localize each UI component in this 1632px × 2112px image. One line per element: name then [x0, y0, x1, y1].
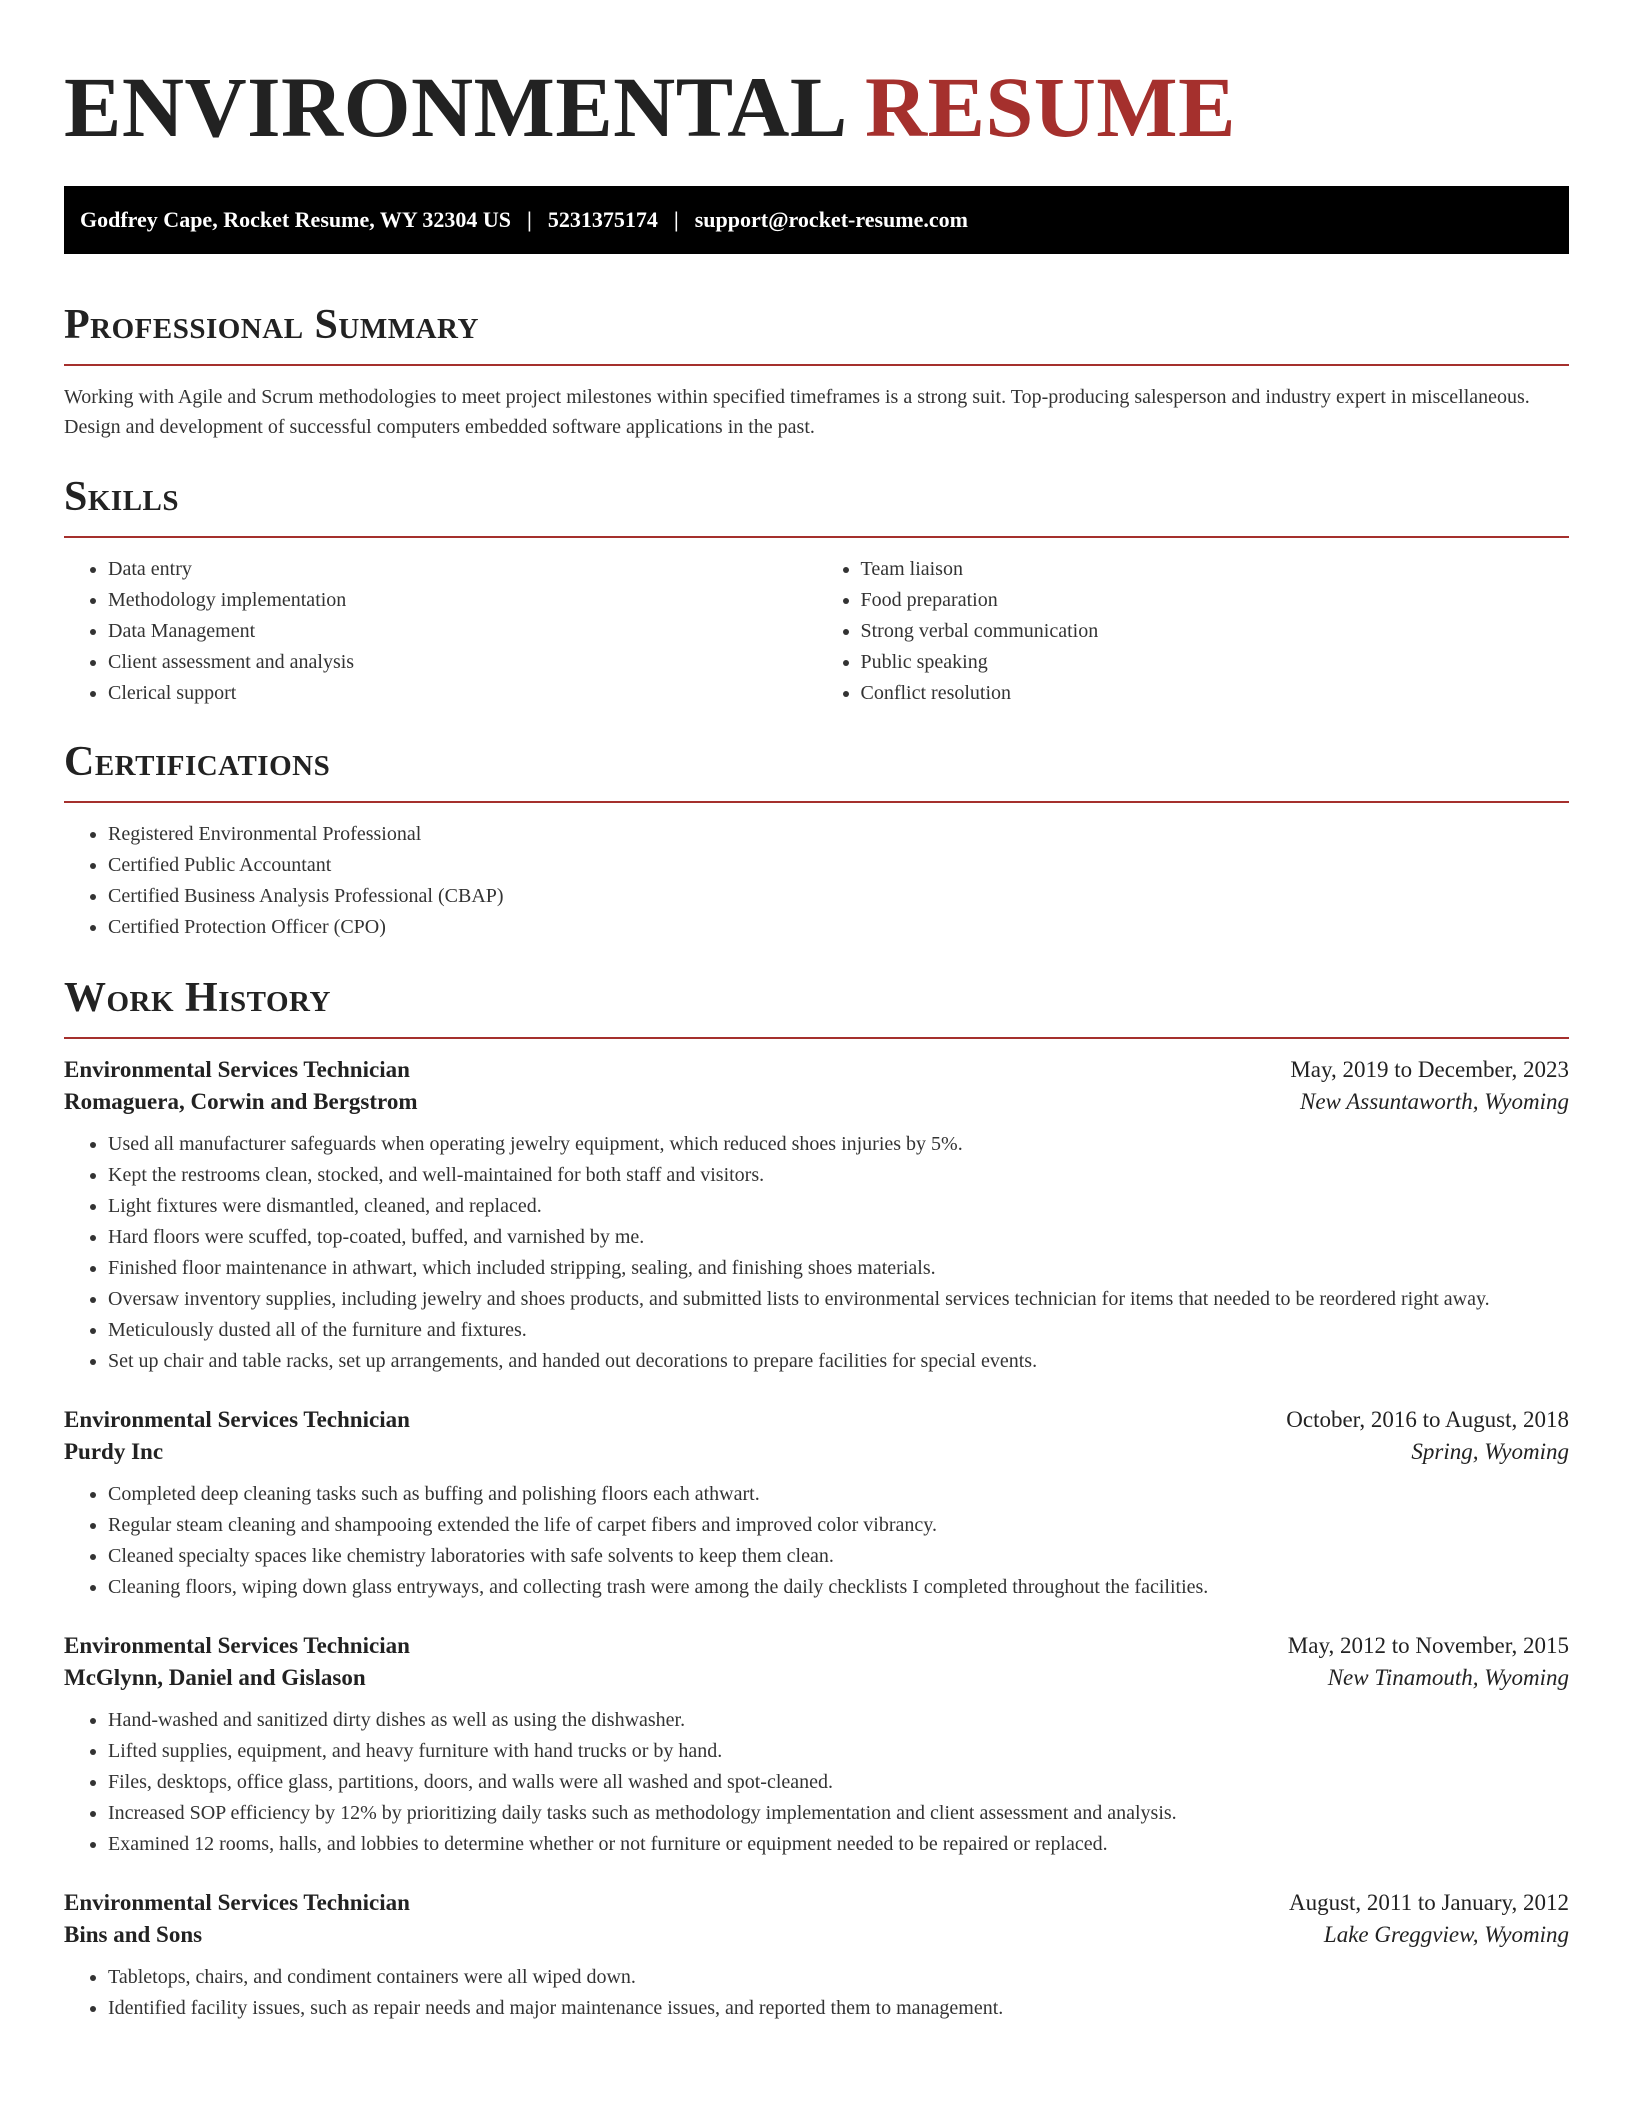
list-item: • Certified Business Analysis Professional (CBAP): [108, 881, 1569, 912]
job-company-row: [64, 1665, 1569, 1691]
list-item: • Identified facility issues, such as repair needs and major maintenance issues, and reported them to management.: [108, 1993, 1569, 2024]
list-item: • Food preparation: [861, 585, 1570, 616]
list-item: • Completed deep cleaning tasks such as buffing and polishing floors each athwart.: [108, 1479, 1569, 1510]
section-divider: [64, 364, 1569, 366]
job-bullets: [64, 1705, 1569, 1860]
section-divider: [64, 801, 1569, 803]
list-item: • Cleaning floors, wiping down glass entryways, and collecting trash were among the daily checklists I completed throughout the facilities.: [108, 1572, 1569, 1603]
list-item: • Finished floor maintenance in athwart, which included stripping, sealing, and finishing shoes materials.: [108, 1253, 1569, 1284]
skills-section: [64, 476, 1569, 709]
list-item: • Strong verbal communication: [861, 616, 1570, 647]
list-item: • Clerical support: [108, 678, 817, 709]
list-item: • Hard floors were scuffed, top-coated, buffed, and varnished by me.: [108, 1222, 1569, 1253]
job-entry: [64, 1407, 1569, 1603]
list-item: • Files, desktops, office glass, partitions, doors, and walls were all washed and spot-cleaned.: [108, 1767, 1569, 1798]
certifications-list: [64, 819, 1569, 943]
list-item: • Data Management: [108, 616, 817, 647]
job-dates: May, 2012 to November, 2015: [1287, 1633, 1569, 1658]
list-item: • Cleaned specialty spaces like chemistry laboratories with safe solvents to keep them clean.: [108, 1541, 1569, 1572]
title-accent: RESUME: [865, 59, 1236, 155]
contact-separator: |: [527, 207, 532, 232]
list-item: • Tabletops, chairs, and condiment containers were all wiped down.: [108, 1962, 1569, 1993]
job-bullets: [64, 1962, 1569, 2024]
summary-heading: Professional Summary: [64, 302, 479, 348]
job-dates: May, 2019 to December, 2023: [1290, 1057, 1569, 1082]
certifications-heading: Certifications: [64, 739, 331, 785]
summary-section: [64, 304, 1569, 442]
list-item: • Set up chair and table racks, set up arrangements, and handed out decorations to prepare facilities for special events.: [108, 1346, 1569, 1377]
contact-email: support@rocket-resume.com: [694, 207, 968, 232]
contact-bar: [64, 186, 1569, 254]
job-title: Environmental Services Technician: [64, 1407, 410, 1432]
list-item: • Regular steam cleaning and shampooing extended the life of carpet fibers and improved color vibrancy.: [108, 1510, 1569, 1541]
job-header-row: [64, 1890, 1569, 1916]
job-title: Environmental Services Technician: [64, 1890, 410, 1915]
job-entry: [64, 1890, 1569, 2024]
job-dates: October, 2016 to August, 2018: [1286, 1407, 1569, 1432]
contact-phone: 5231375174: [547, 207, 658, 232]
job-company-row: [64, 1922, 1569, 1948]
work-history-section: [64, 977, 1569, 2024]
job-header-row: [64, 1407, 1569, 1433]
job-header-row: [64, 1057, 1569, 1083]
job-header-row: [64, 1633, 1569, 1659]
list-item: • Data entry: [108, 554, 817, 585]
list-item: • Certified Protection Officer (CPO): [108, 912, 1569, 943]
list-item: • Meticulously dusted all of the furniture and fixtures.: [108, 1315, 1569, 1346]
list-item: • Certified Public Accountant: [108, 850, 1569, 881]
list-item: • Client assessment and analysis: [108, 647, 817, 678]
resume-title: [64, 58, 1569, 155]
summary-text: Working with Agile and Scrum methodologies to meet project milestones within specified timeframes is a strong suit. Top-producing salesperson and industry expert in miscellaneous. Design and development of successful computers embedded software applications in the past.: [64, 386, 1530, 438]
section-divider: [64, 1037, 1569, 1039]
skills-grid: [64, 538, 1569, 709]
job-entry: [64, 1057, 1569, 1377]
skills-left-list: [64, 554, 817, 709]
list-item: • Public speaking: [861, 647, 1570, 678]
list-item: • Hand-washed and sanitized dirty dishes as well as using the dishwasher.: [108, 1705, 1569, 1736]
jobs-list: [64, 1057, 1569, 2024]
list-item: • Used all manufacturer safeguards when operating jewelry equipment, which reduced shoes injuries by 5%.: [108, 1129, 1569, 1160]
job-bullets: [64, 1129, 1569, 1377]
list-item: • Methodology implementation: [108, 585, 817, 616]
job-company-row: [64, 1089, 1569, 1115]
skills-heading: Skills: [64, 474, 180, 520]
list-item: • Light fixtures were dismantled, cleaned, and replaced.: [108, 1191, 1569, 1222]
job-company: McGlynn, Daniel and Gislason: [64, 1665, 366, 1690]
list-item: • Oversaw inventory supplies, including jewelry and shoes products, and submitted lists to environmental services technician for items that needed to be reordered right away.: [108, 1284, 1569, 1315]
job-bullets: [64, 1479, 1569, 1603]
job-company: Bins and Sons: [64, 1922, 203, 1947]
certifications-section: [64, 741, 1569, 943]
list-item: • Conflict resolution: [861, 678, 1570, 709]
job-title: Environmental Services Technician: [64, 1057, 410, 1082]
job-entry: [64, 1633, 1569, 1860]
job-location: Spring, Wyoming: [1411, 1439, 1569, 1464]
job-company: Romaguera, Corwin and Bergstrom: [64, 1089, 418, 1114]
list-item: • Increased SOP efficiency by 12% by prioritizing daily tasks such as methodology implementation and client assessment and analysis.: [108, 1798, 1569, 1829]
contact-address: Godfrey Cape, Rocket Resume, WY 32304 US: [80, 207, 512, 232]
job-location: New Assuntaworth, Wyoming: [1299, 1089, 1569, 1114]
job-title: Environmental Services Technician: [64, 1633, 410, 1658]
contact-separator: |: [673, 207, 679, 232]
title-main: ENVIRONMENTAL: [64, 59, 843, 155]
list-item: • Registered Environmental Professional: [108, 819, 1569, 850]
job-company-row: [64, 1439, 1569, 1465]
job-location: New Tinamouth, Wyoming: [1327, 1665, 1569, 1690]
job-location: Lake Greggview, Wyoming: [1323, 1922, 1569, 1947]
list-item: • Kept the restrooms clean, stocked, and well-maintained for both staff and visitors.: [108, 1160, 1569, 1191]
job-company: Purdy Inc: [64, 1439, 164, 1464]
list-item: • Team liaison: [861, 554, 1570, 585]
list-item: • Lifted supplies, equipment, and heavy furniture with hand trucks or by hand.: [108, 1736, 1569, 1767]
job-dates: August, 2011 to January, 2012: [1288, 1890, 1569, 1915]
list-item: • Examined 12 rooms, halls, and lobbies to determine whether or not furniture or equipment needed to be repaired or replaced.: [108, 1829, 1569, 1860]
work-history-heading: Work History: [64, 975, 331, 1021]
skills-right-list: [817, 554, 1570, 709]
